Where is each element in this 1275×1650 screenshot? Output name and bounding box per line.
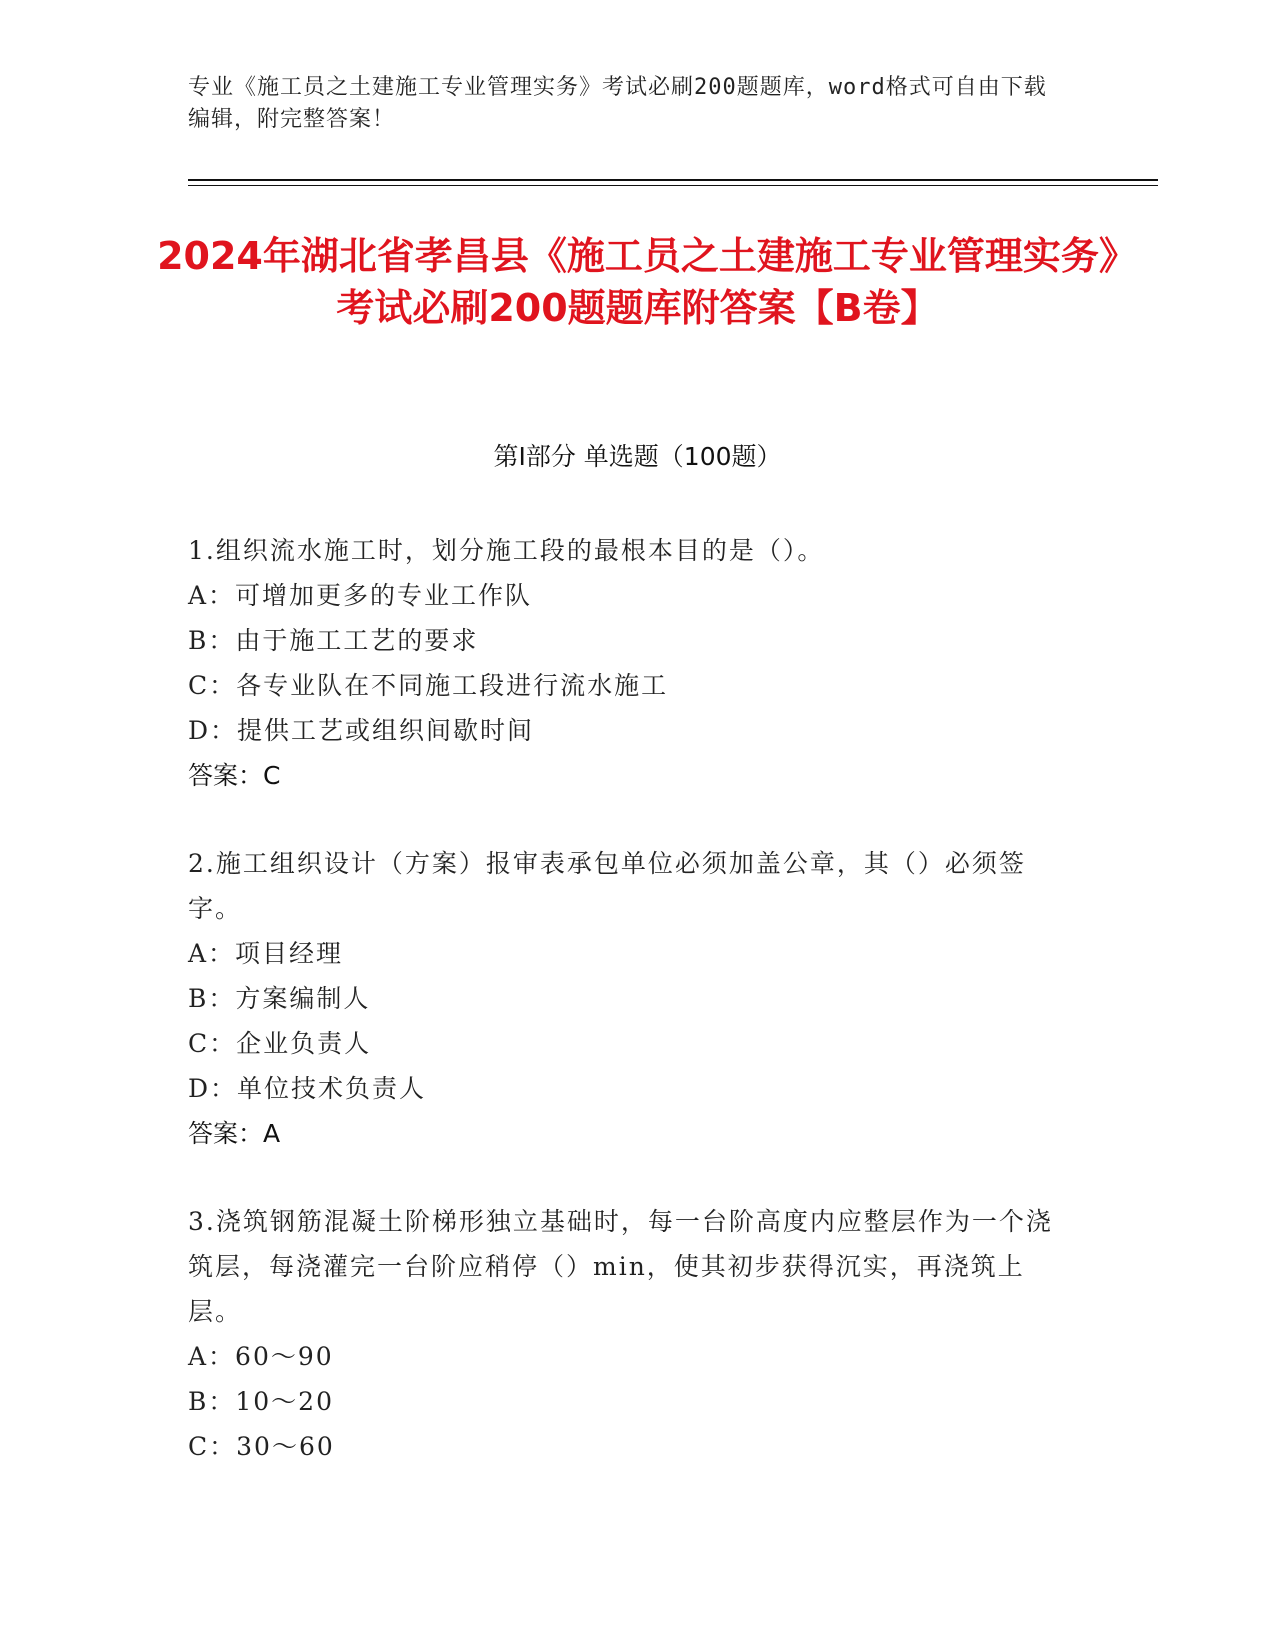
option-a: A：60～90 (188, 1342, 334, 1371)
option-d: D：提供工艺或组织间歇时间 (188, 716, 535, 745)
answer: 答案：C (188, 761, 281, 790)
question-stem: 1.组织流水施工时，划分施工段的最根本目的是（）。 (188, 536, 825, 565)
header-rule-thin (188, 185, 1158, 186)
question-list (188, 528, 1068, 1512)
option-b: B：方案编制人 (188, 984, 371, 1013)
document-title: 2024年湖北省孝昌县《施工员之土建施工专业管理实务》考试必刷200题题库附答案【B卷】 (157, 234, 1118, 330)
option-b: B：由于施工工艺的要求 (188, 626, 479, 655)
question-stem: 3.浇筑钢筋混凝土阶梯形独立基础时，每一台阶高度内应整层作为一个浇筑层，每浇灌完一台阶应稍停（）min，使其初步获得沉实，再浇筑上层。 (188, 1207, 1053, 1326)
section-title: 第Ⅰ部分 单选题（100题） (493, 442, 782, 471)
question-3 (188, 1199, 1068, 1469)
answer: 答案：A (188, 1119, 281, 1148)
option-a: A：可增加更多的专业工作队 (188, 581, 533, 610)
option-b: B：10～20 (188, 1387, 334, 1416)
question-1 (188, 528, 1068, 798)
option-c: C：企业负责人 (188, 1029, 372, 1058)
header-rule-thick (188, 179, 1158, 181)
option-c: C：各专业队在不同施工段进行流水施工 (188, 671, 669, 700)
question-2 (188, 841, 1068, 1156)
option-c: C：30～60 (188, 1432, 335, 1461)
header-note: 专业《施工员之土建施工专业管理实务》考试必刷200题题库，word格式可自由下载编辑，附完整答案！ (188, 75, 1047, 132)
option-a: A：项目经理 (188, 939, 344, 968)
question-stem: 2.施工组织设计（方案）报审表承包单位必须加盖公章，其（）必须签字。 (188, 849, 1026, 923)
option-d: D：单位技术负责人 (188, 1074, 427, 1103)
